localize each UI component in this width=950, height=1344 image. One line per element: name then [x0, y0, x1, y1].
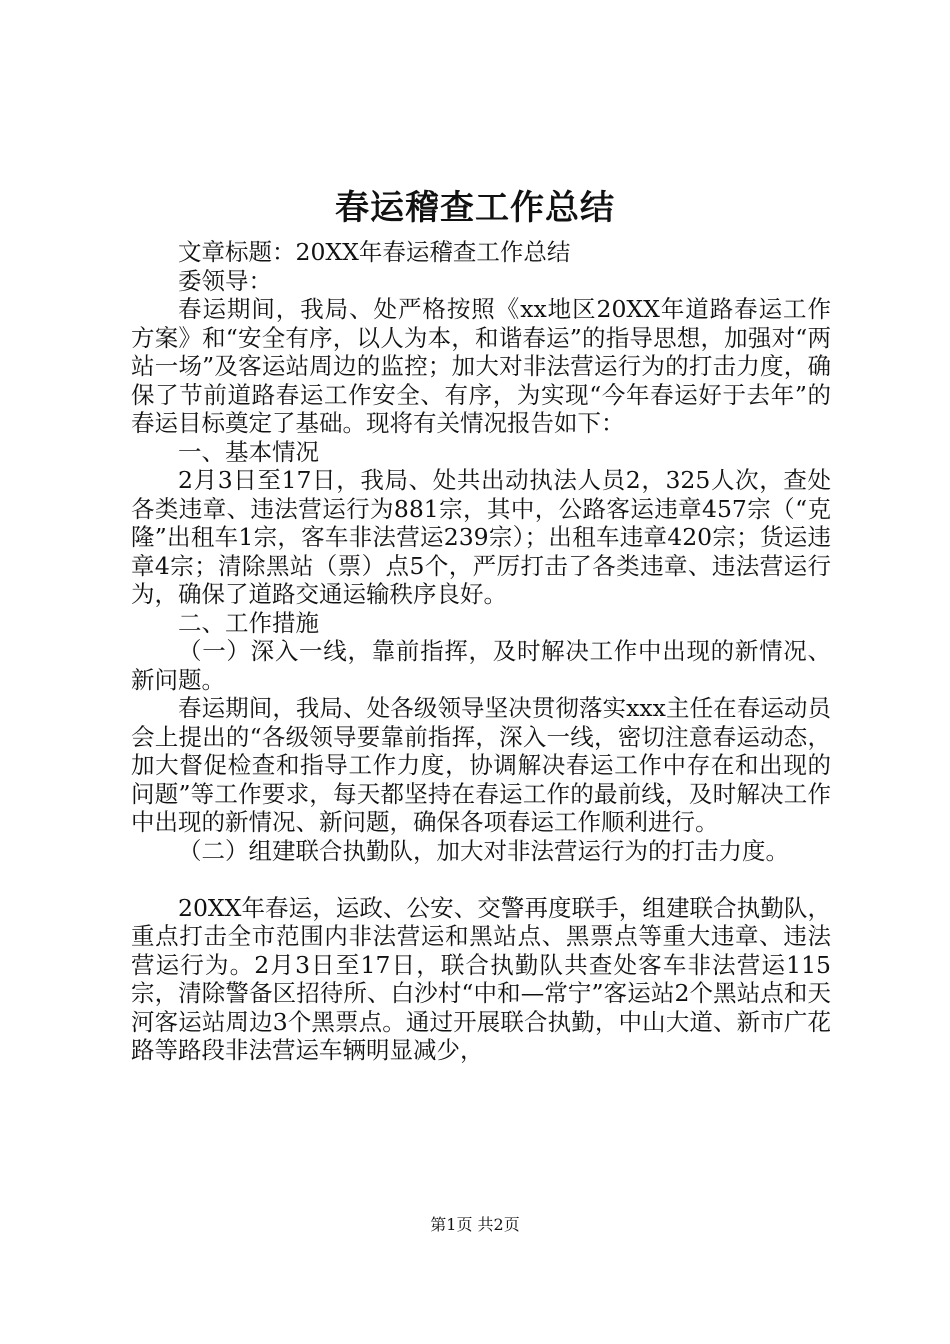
section-heading-measures: 二、工作措施 [178, 608, 319, 637]
article-title-line: 文章标题：20XX年春运稽查工作总结 [178, 238, 571, 266]
intro-paragraph: 春运期间，我局、处严格按照《xx地区20XX年道路春运工作方案》和“安全有序，以人为本，和谐春运”的指导思想，加强对“两站一场”及客运站周边的监控；加大对非法营运行为的打击力度，确保了节前道路春运工作安全、有序，为实现“今年春运好于去年”的春运目标奠定了基础。现将有关情况报告如下： [131, 295, 831, 437]
measure-one-paragraph: 春运期间，我局、处各级领导坚决贯彻落实xxx主任在春运动员会上提出的“各级领导要靠前指挥，深入一线，密切注意春运动态，加大督促检查和指导工作力度，协调解决春运工作中存在和出现的问题”等工作要求，每天都坚持在春运工作的最前线，及时解决工作中出现的新情况、新问题，确保各项春运工作顺利进行。 [131, 694, 831, 836]
measure-two-paragraph: 20XX年春运，运政、公安、交警再度联手，组建联合执勤队，重点打击全市范围内非法营运和黑站点、黑票点等重大违章、违法营运行为。2月3日至17日，联合执勤队共查处客车非法营运115宗，清除警备区招待所、白沙村“中和—常宁”客运站2个黑站点和天河客运站周边3个黑票点。通过开展联合执勤，中山大道、新市广花路等路段非法营运车辆明显减少， [131, 893, 831, 1064]
subheading-one: （一）深入一线，靠前指挥，及时解决工作中出现的新情况、新问题。 [131, 637, 831, 694]
document-title: 春运稽查工作总结 [335, 188, 615, 228]
document-body [131, 238, 831, 1065]
salutation: 委领导： [178, 266, 272, 295]
basic-situation-paragraph: 2月3日至17日，我局、处共出动执法人员2，325人次，查处各类违章、违法营运行为881宗，其中，公路客运违章457宗（“克隆”出租车1宗，客车非法营运239宗）；出租车违章420宗；货运违章4宗；清除黑站（票）点5个，严厉打击了各类违章、违法营运行为，确保了道路交通运输秩序良好。 [131, 466, 831, 608]
page-footer: 第1页 共2页 [430, 1215, 520, 1234]
section-heading-basic: 一、基本情况 [178, 437, 319, 466]
subheading-two: （二）组建联合执勤队，加大对非法营运行为的打击力度。 [178, 836, 789, 865]
